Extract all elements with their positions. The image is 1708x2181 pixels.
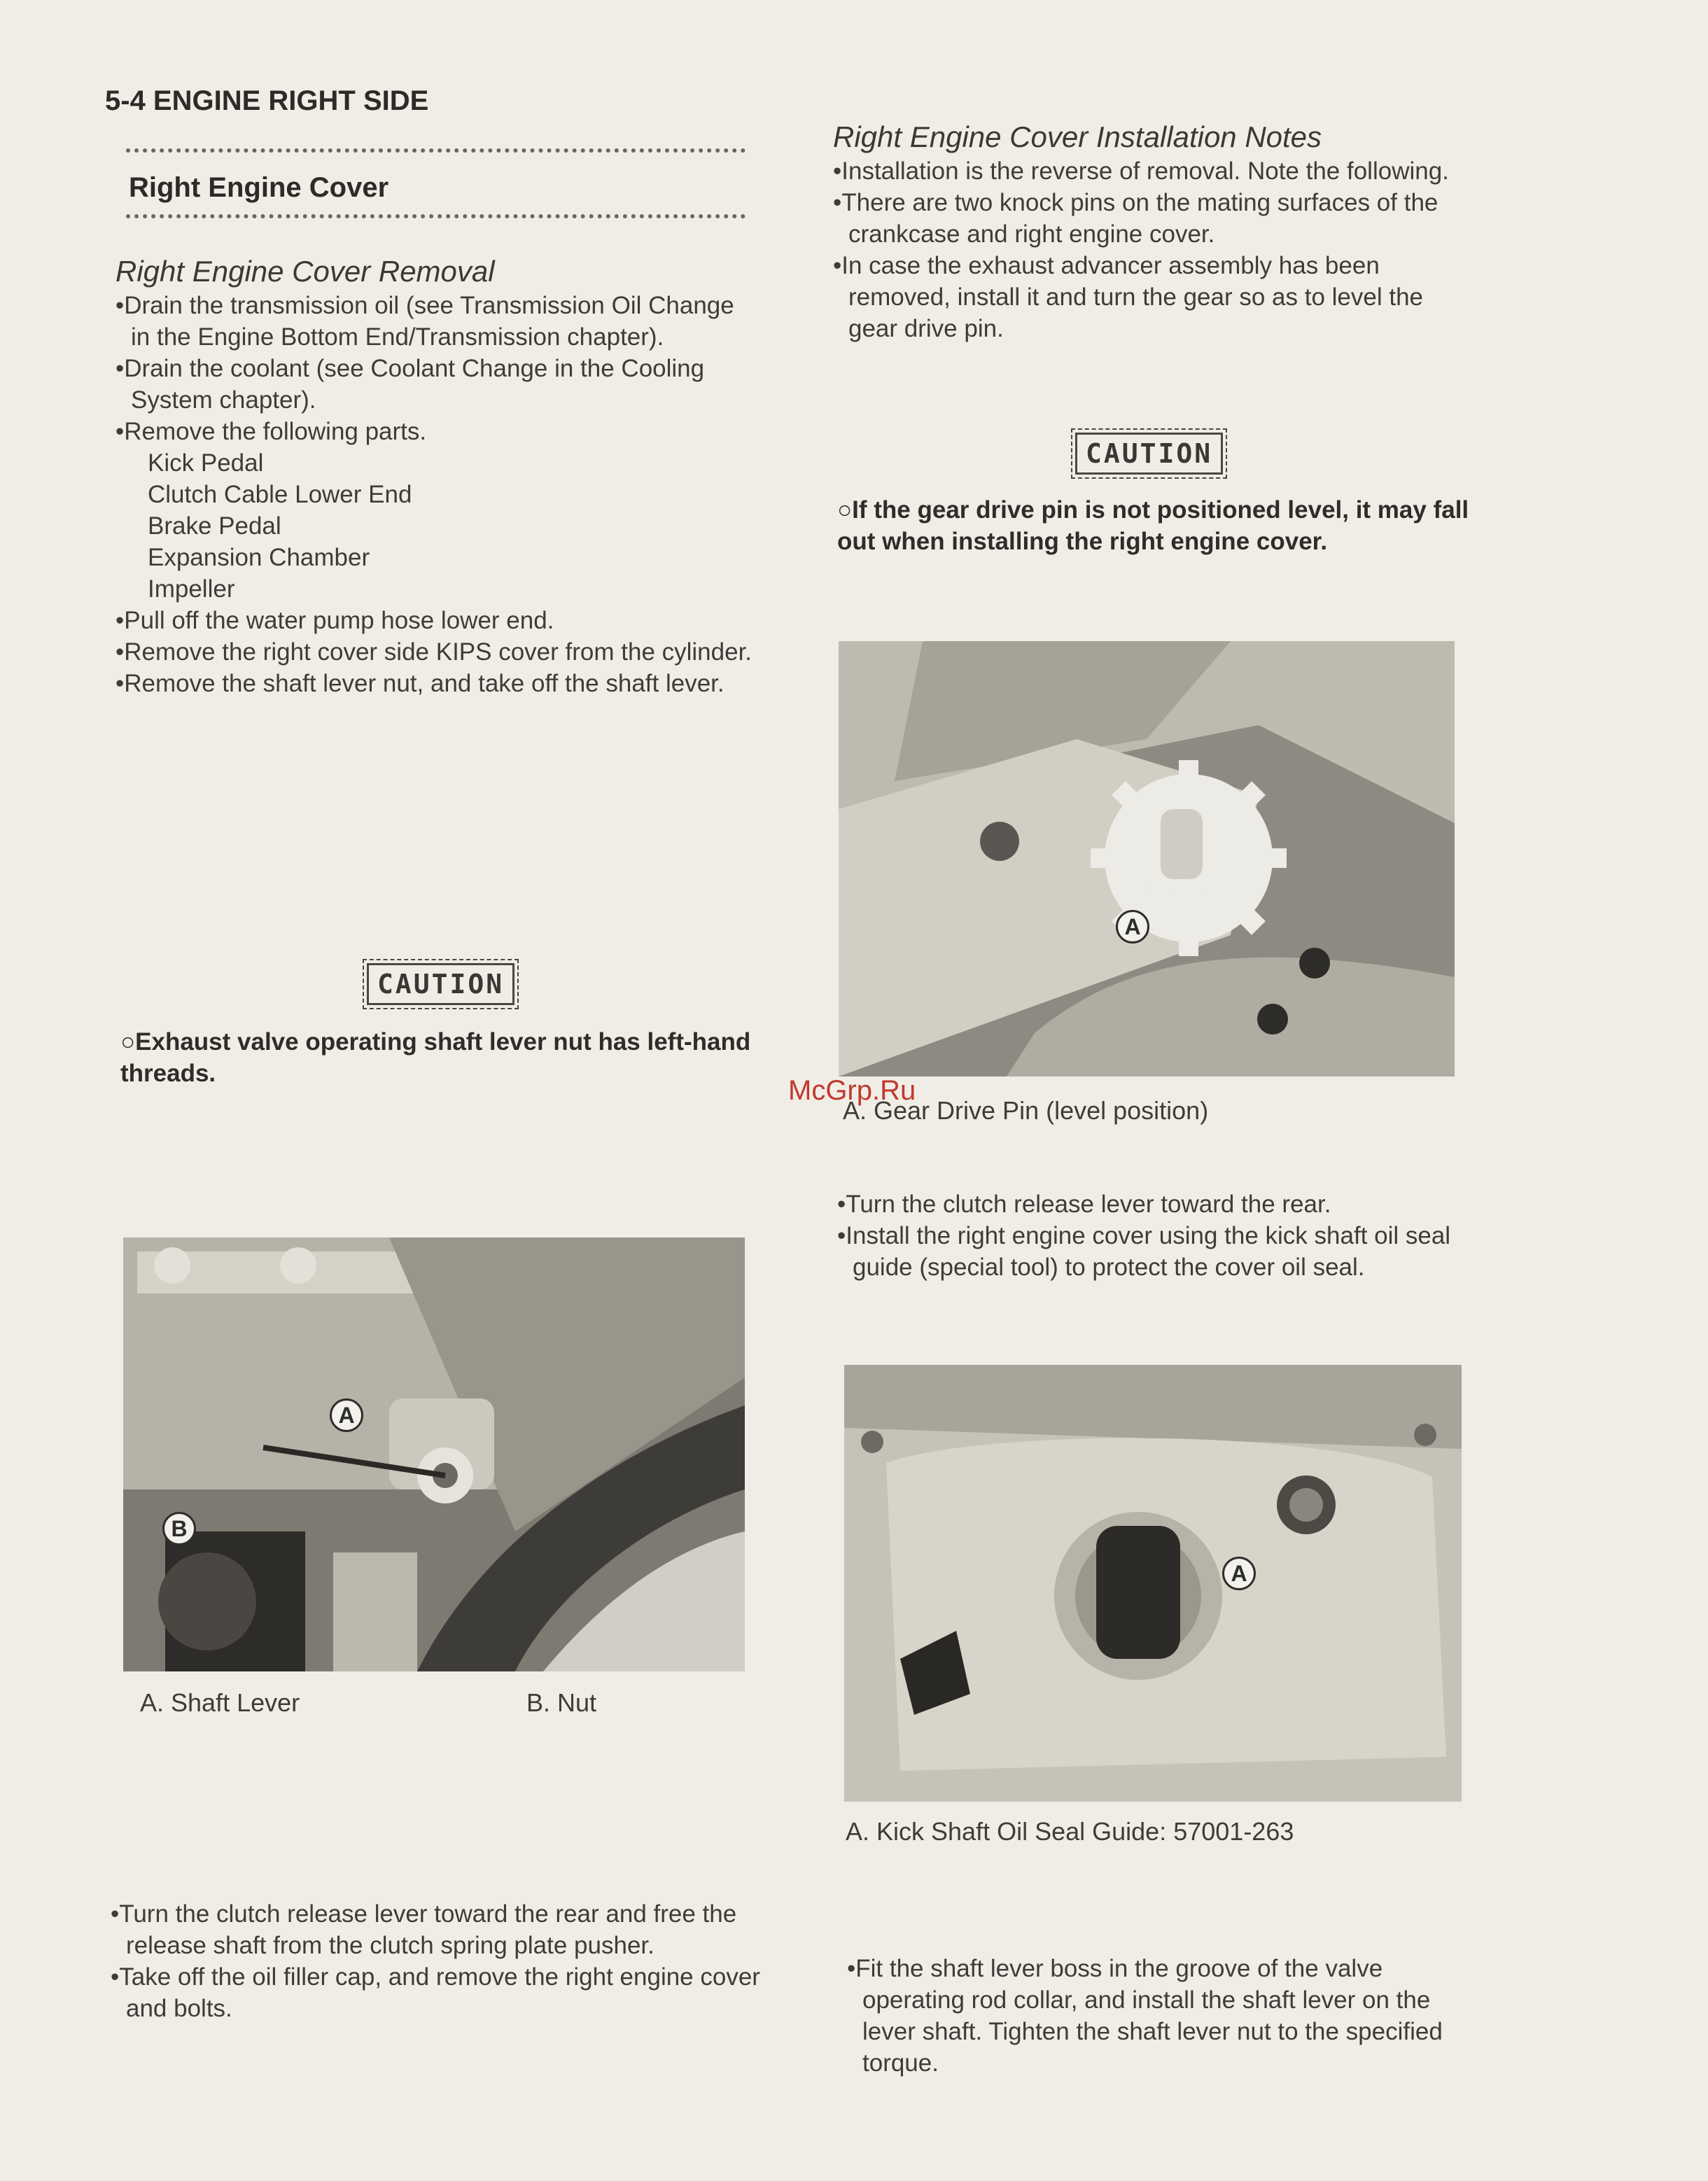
- caption-shaft-lever: A. Shaft Lever: [140, 1688, 300, 1717]
- part-item: Clutch Cable Lower End: [148, 481, 412, 508]
- engine-photo-illustration: [123, 1237, 745, 1671]
- divider: [126, 148, 746, 153]
- part-item: Expansion Chamber: [148, 544, 370, 571]
- caution-text: ○If the gear drive pin is not positioned level, it may fall out when installing the right engine cover.: [837, 496, 1469, 555]
- callout-a: A: [330, 1398, 363, 1432]
- removal-steps-final: [111, 1898, 763, 2024]
- removal-steps: [115, 290, 752, 699]
- step-advancer: •In case the exhaust advancer assembly has been removed, install it and turn the gear so as to level the gear drive pin.: [833, 252, 1424, 342]
- gear-drive-pin-photo: [839, 641, 1455, 1077]
- callout-a: A: [1116, 910, 1149, 944]
- callout-a: A: [1222, 1557, 1256, 1590]
- step-install-cover: •Install the right engine cover using the kick shaft oil seal guide (special tool) to protect the cover oil seal.: [837, 1222, 1451, 1281]
- callout-b: B: [162, 1512, 196, 1545]
- divider: [126, 214, 746, 218]
- caption-nut: B. Nut: [526, 1688, 597, 1717]
- step-turn-clutch-rear: •Turn the clutch release lever toward the rear.: [837, 1191, 1331, 1218]
- page-header: 5-4 ENGINE RIGHT SIDE: [105, 85, 429, 116]
- installation-steps: [833, 155, 1467, 344]
- step-remove-nut: •Remove the shaft lever nut, and take off the shaft lever.: [115, 670, 724, 697]
- part-item: Brake Pedal: [148, 512, 281, 540]
- installation-steps-mid: [837, 1188, 1474, 1283]
- installation-steps-final: [847, 1953, 1484, 2079]
- step-fit-shaft-lever: •Fit the shaft lever boss in the groove of the valve operating rod collar, and install the shaft lever on the lever shaft. Tighten the shaft lever nut to the specified torque.: [847, 1955, 1443, 2077]
- step-take-off-cap: •Take off the oil filler cap, and remove the right engine cover and bolts.: [111, 1963, 760, 2022]
- oil-seal-guide-photo: [844, 1365, 1462, 1802]
- section-title: Right Engine Cover: [129, 172, 389, 203]
- caution-label: CAUTION: [367, 963, 514, 1005]
- gear-photo-illustration: [839, 641, 1455, 1077]
- installation-title: Right Engine Cover Installation Notes: [833, 120, 1322, 153]
- removal-title: Right Engine Cover Removal: [115, 255, 495, 288]
- step-remove-parts: •Remove the following parts.: [115, 418, 427, 445]
- caution-label: CAUTION: [1075, 433, 1223, 475]
- step-remove-kips: •Remove the right cover side KIPS cover from the cylinder.: [115, 638, 752, 666]
- part-item: Impeller: [148, 575, 235, 603]
- step-installation-reverse: •Installation is the reverse of removal. Note the following.: [833, 157, 1449, 185]
- watermark: McGrp.Ru: [788, 1075, 916, 1106]
- step-knock-pins: •There are two knock pins on the mating surfaces of the crankcase and right engine cover.: [833, 189, 1438, 248]
- caption-gear-drive-pin: A. Gear Drive Pin (level position): [843, 1096, 1209, 1125]
- caution-text: ○Exhaust valve operating shaft lever nut has left-hand threads.: [120, 1028, 751, 1087]
- part-item: Kick Pedal: [148, 449, 264, 477]
- step-drain-oil: •Drain the transmission oil (see Transmission Oil Change in the Engine Bottom End/Transmission chapter).: [115, 292, 734, 351]
- cover-photo-illustration: [844, 1365, 1462, 1802]
- caption-oil-seal-guide: A. Kick Shaft Oil Seal Guide: 57001-263: [846, 1817, 1294, 1846]
- step-drain-coolant: •Drain the coolant (see Coolant Change in the Cooling System chapter).: [115, 355, 705, 414]
- shaft-lever-photo: [123, 1237, 745, 1671]
- step-pull-hose: •Pull off the water pump hose lower end.: [115, 607, 554, 634]
- step-turn-clutch: •Turn the clutch release lever toward the rear and free the release shaft from the clutch spring plate pusher.: [111, 1900, 737, 1959]
